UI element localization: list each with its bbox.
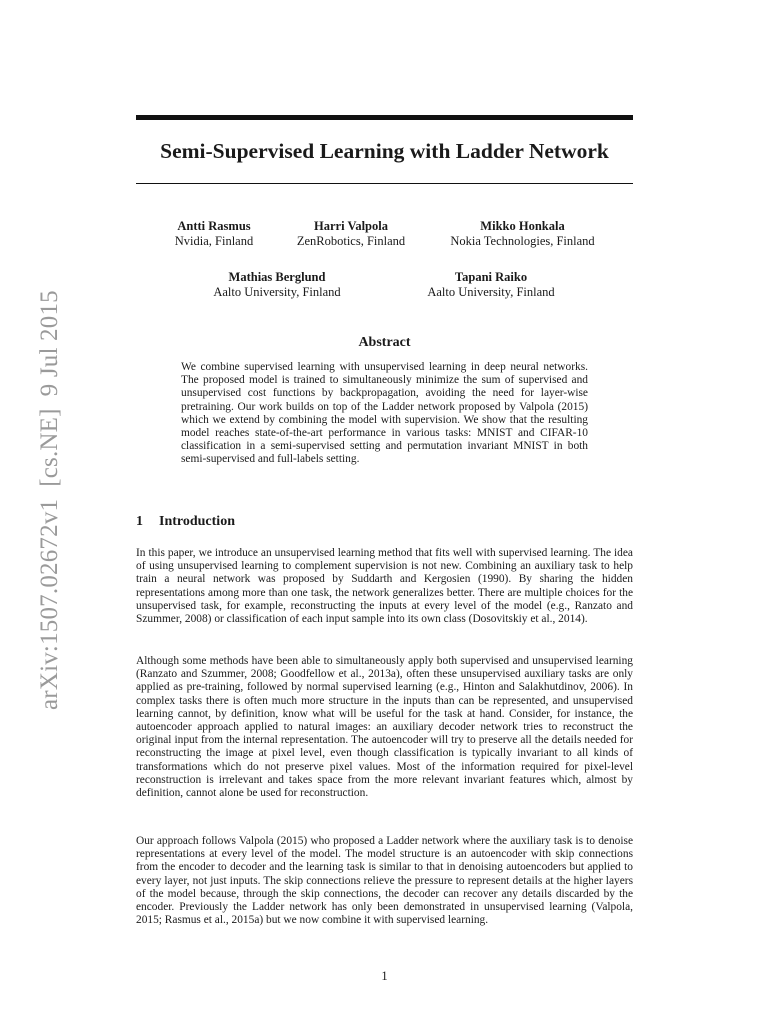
section-number: 1 (136, 514, 143, 529)
author-block (440, 219, 605, 249)
author-name: Harri Valpola (314, 219, 388, 233)
author-affiliation: Nvidia, Finland (174, 234, 254, 248)
body-paragraph: In this paper, we introduce an unsupervised learning method that fits well with supervised learning. The idea of using unsupervised learning to complement supervision is not new. Combining an auxiliary task to help train a neural network was proposed by Suddarth and Kergosien (1990). By sharing the hidden representations among more than one task, the network generalizes better. There are multiple choices for the unsupervised task, for example, reconstructing the inputs at every level of the model (e.g., Ranzato and Szummer, 2008) or classification of each input sample into its own class (Dosovitskiy et al., 2014). (136, 547, 633, 626)
author-affiliation: Aalto University, Finland (213, 285, 341, 299)
author-block (286, 219, 416, 249)
author-affiliation: Nokia Technologies, Finland (450, 234, 595, 248)
body-paragraph: Although some methods have been able to simultaneously apply both supervised and unsupervised learning (Ranzato and Szummer, 2008; Goodfellow et al., 2013a), often these unsupervised auxiliary tasks are only applied as pre-training, followed by normal supervised learning (e.g., Hinton and Salakhutdinov, 2006). In complex tasks there is often much more structure in the inputs than can be represented, and unsupervised learning cannot, by definition, know what will be useful for the task at hand. Consider, for instance, the autoencoder approach applied to natural images: an auxiliary decoder network tries to reconstruct the original input from the internal representation. The autoencoder will try to preserve all the details needed for reconstructing the image at pixel level, even though classification is typically invariant to all kinds of transformations which do not preserve pixel values. Most of the information required for pixel-level reconstruction is irrelevant and takes space from the more relevant invariant features which, almost by definition, cannot alone be used for reconstruction. (136, 655, 633, 800)
author-block (154, 219, 274, 249)
author-block (417, 270, 565, 300)
author-name: Antti Rasmus (177, 219, 251, 233)
author-name: Mathias Berglund (228, 270, 326, 284)
title-bottom-rule (136, 183, 633, 184)
page-number: 1 (381, 969, 388, 983)
arxiv-id: arXiv:1507.02672v1 (36, 498, 63, 710)
body-paragraph: Our approach follows Valpola (2015) who proposed a Ladder network where the auxiliary task is to denoise representations at every level of the model. The model structure is an autoencoder with skip connections from the encoder to decoder and the learning task is similar to that in denoising autoencoders but applied to every layer, not just inputs. The skip connections relieve the pressure to represent details at the higher layers of the model because, through the skip connections, the decoder can recover any details discarded by the encoder. Previously the Ladder network has only been demonstrated in unsupervised learning (Valpola, 2015; Rasmus et al., 2015a) but we now combine it with supervised learning. (136, 835, 633, 927)
author-block (203, 270, 351, 300)
arxiv-date: 9 Jul 2015 (36, 290, 63, 397)
title-top-rule (136, 115, 633, 120)
abstract-text: We combine supervised learning with unsupervised learning in deep neural networks. The proposed model is trained to simultaneously minimize the sum of supervised and unsupervised cost functions by backpropagation, avoiding the need for layer-wise pretraining. Our work builds on top of the Ladder network proposed by Valpola (2015) which we extend by combining the model with supervision. We show that the resulting model reaches state-of-the-art performance in various tasks: MNIST and CIFAR-10 classification in a semi-supervised setting and permutation invariant MNIST in both semi-supervised and full-labels setting. (181, 361, 588, 466)
author-affiliation: Aalto University, Finland (427, 285, 555, 299)
paper-title: Semi-Supervised Learning with Ladder Network (160, 139, 609, 163)
arxiv-identifier-stamp (36, 278, 64, 710)
section-heading (136, 513, 235, 531)
section-title: Introduction (159, 514, 235, 529)
author-name: Tapani Raiko (454, 270, 528, 284)
arxiv-category: [cs.NE] (36, 408, 63, 487)
abstract-heading: Abstract (358, 335, 411, 350)
author-name: Mikko Honkala (480, 219, 565, 233)
author-affiliation: ZenRobotics, Finland (296, 234, 406, 248)
